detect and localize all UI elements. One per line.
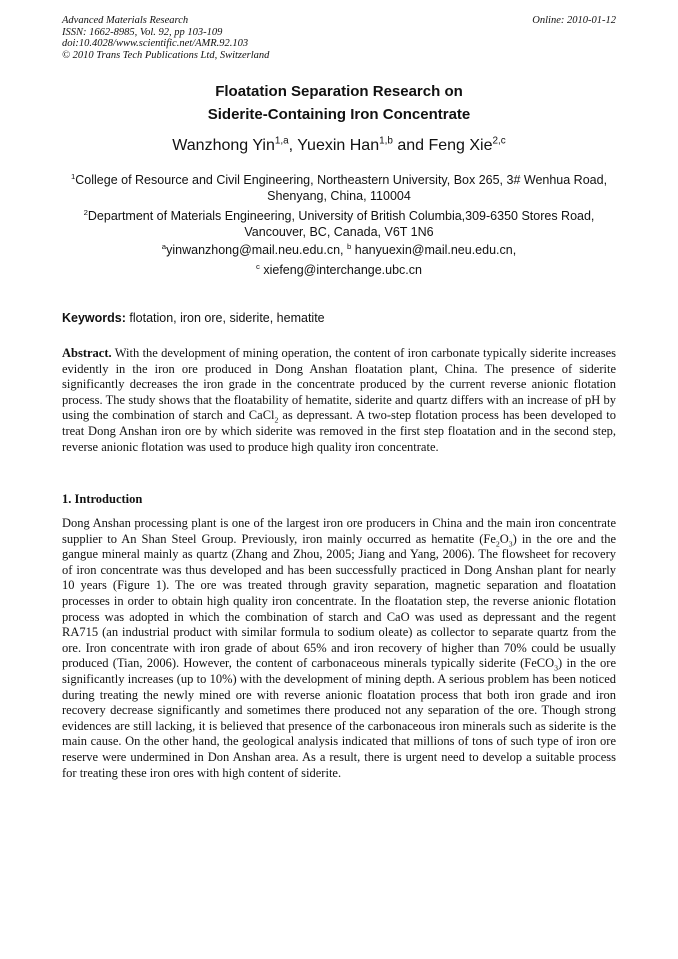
body-text: ) in the ore and the gangue mineral mainly as quartz (Zhang and Zhou, 2005; Jiang and Yang, 2006). The flowsheet for recovery of iron concentrate was thus developed and has been successfully practiced in Dong Anshan plant for nearly 10 years (Figure 1). The ore was treated through gravity separation, magnetic separation and floatation processes in order to obtain high quality iron concentrate. In the floatation step, the reverse anionic flotation process was adopted in which the combination of starch and CaO was used as depressant and the regent RA715 (an industrial product with similar formula to sodium oleate) as collector to separate quartz from the ore. Iron concentrate with iron grade of about 65% and iron recovery of higher than 70% could be usually produced (Tian, 2006). However, the content of carbonaceous minerals typically siderite (FeCO (62, 531, 617, 671)
doi-line: doi:10.4028/www.scientific.net/AMR.92.103 (62, 38, 249, 49)
author-affiliation-mark: 2,c (492, 135, 506, 147)
abstract-text: as depressant. A two-step flotation process has been developed to treat Dong Anshan iron ore by which siderite was removed in the first step floatation and in the second step, reverse anionic flotation was used to produce high quality iron concentrate. (62, 408, 616, 454)
copyright-line: © 2010 Trans Tech Publications Ltd, Switzerland (62, 49, 270, 61)
author-name: Feng Xie (428, 137, 493, 154)
abstract-text: With the development of mining operation, the content of iron carbonate typically siderite increases evidently in the iron ore produced in Dong Anshan floatation plant, China. The presence of siderite significantly decreases the iron grade in the concentrate produced by the current reverse anionic flotation process. The study shows that the floatability of hematite, siderite and quartz differs with an increase of pH by using the combination of starch and CaCl (62, 346, 617, 423)
body-text: Dong Anshan processing plant is one of the largest iron ore producers in China and the main iron concentrate supplier to An Shan Steel Group. Previously, iron mainly occurred as hematite (Fe (62, 516, 616, 546)
keywords-label: Keywords: (62, 311, 126, 325)
subscript: 3 (508, 539, 513, 549)
affiliation-2 (62, 208, 616, 240)
email-mark: a (161, 241, 167, 251)
subscript: 3 (554, 663, 559, 673)
section-heading-introduction: 1. Introduction (62, 492, 143, 506)
issn-line: ISSN: 1662-8985, Vol. 92, pp 103-109 (62, 26, 223, 38)
body-text: ) in the ore significantly increases (up to 10%) with the development of mining depth. A serious problem has been noticed during treating the newly mined ore with reverse anionic floatation process that both iron grade and iron recovery decrease significantly and sometimes there produced not any separation of the ore. Though strong evidences are still lacking, it is believed that presence of the carbonaceous iron minerals such as siderite is the main cause. On the other hand, the geological analysis indicated that millions of tons of such type of iron ore reserve were undermined in Don Anshan area. As a result, there is urgent need to develop a suitable process for treating these iron ores with high content of siderite. (62, 656, 616, 780)
author-affiliation-mark: 1,a (274, 135, 289, 147)
author-emails (62, 242, 616, 278)
journal-name: Advanced Materials Research (62, 15, 189, 26)
online-date: Online: 2010-01-12 (532, 15, 616, 26)
introduction-paragraph (62, 516, 616, 781)
paper-title-line-2: Siderite-Containing Iron Concentrate (207, 106, 471, 123)
affiliation-text: College of Resource and Civil Engineering, Northeastern University, Box 265, 3# Wenhua Road, (75, 173, 608, 187)
abstract-paragraph (62, 346, 616, 455)
affiliation-mark: 2 (83, 207, 88, 217)
abstract-label: Abstract. (62, 346, 112, 360)
affiliation-text: Vancouver, BC, Canada, V6T 1N6 (244, 225, 434, 239)
body-text: O (499, 531, 509, 546)
author-list (62, 137, 616, 155)
email-link-a[interactable]: yinwanzhong@mail.neu.edu.cn, (166, 243, 344, 257)
affiliation-mark: 1 (70, 171, 76, 181)
keywords-text: flotation, iron ore, siderite, hematite (129, 311, 325, 325)
email-mark: b (346, 241, 352, 251)
author-separator: , (288, 137, 298, 154)
author-name: Yuexin Han (297, 137, 380, 154)
email-link-b[interactable]: hanyuexin@mail.neu.edu.cn, (354, 243, 517, 257)
affiliation-text: Department of Materials Engineering, University of British Columbia,309-6350 Stores Road, (87, 209, 595, 223)
subscript: 2 (495, 539, 500, 549)
journal-header (62, 15, 616, 61)
affiliation-1 (62, 172, 616, 204)
affiliation-text: Shenyang, China, 110004 (267, 189, 411, 203)
author-separator: and (392, 137, 429, 154)
email-link-c[interactable]: xiefeng@interchange.ubc.cn (263, 263, 422, 277)
keywords-line (62, 311, 325, 325)
paper-title-line-1: Floatation Separation Research on (215, 83, 463, 100)
email-mark: c (256, 261, 260, 271)
author-name: Wanzhong Yin (172, 137, 275, 154)
subscript: 2 (274, 415, 279, 425)
author-affiliation-mark: 1,b (379, 135, 393, 147)
